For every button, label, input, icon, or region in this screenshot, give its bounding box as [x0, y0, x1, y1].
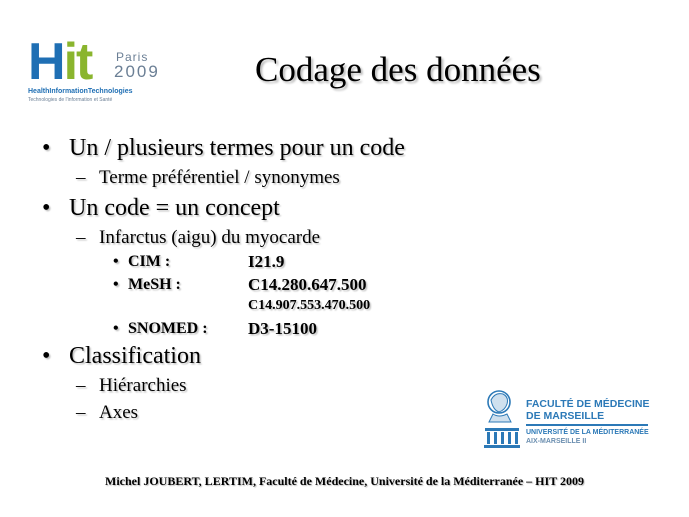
snomed-code: D3-15100: [248, 319, 317, 338]
university-name: UNIVERSITÉ DE LA MÉDITERRANÉE: [526, 429, 649, 436]
bullet-level2: – Axes: [76, 402, 139, 423]
bullet-level2: – Infarctus (aigu) du myocarde: [76, 227, 321, 248]
faculty-logo: [481, 388, 661, 454]
faculty-name-line2: DE MARSEILLE: [526, 410, 605, 422]
university-subname: AIX-MARSEILLE II: [526, 438, 587, 445]
hit-logo-tagline: HealthInformationTechnologies: [28, 88, 133, 95]
bullet-level1: • Un / plusieurs termes pour un code: [42, 135, 405, 161]
hit-logo-year: 2009: [114, 62, 160, 81]
hit-logo-city: Paris: [116, 50, 149, 64]
faculty-divider: [526, 424, 648, 426]
hit-logo-tagline-fr: Technologies de l'information et Santé: [28, 97, 113, 103]
hit-2009-logo: [28, 33, 178, 106]
bullet-level1: • Un code = un concept: [42, 195, 280, 221]
bullet-level3: • SNOMED :: [113, 320, 208, 337]
hit-logo-wordmark: Hit: [28, 33, 92, 91]
bullet-level1: • Classification: [42, 343, 201, 369]
mesh-code-2: C14.907.553.470.500: [248, 298, 371, 313]
bullet-level3: • MeSH :: [113, 276, 181, 293]
bullet-level3: • CIM :: [113, 253, 171, 270]
hippocrates-emblem-icon: [481, 388, 525, 454]
cim-code: I21.9: [248, 252, 285, 271]
bullet-level2: – Hiérarchies: [76, 375, 187, 396]
faculty-name-line1: FACULTÉ DE MÉDECINE: [526, 398, 650, 410]
slide-title: Codage des données: [255, 50, 541, 89]
bullet-level2: – Terme préférentiel / synonymes: [76, 167, 340, 188]
slide-footer: Michel JOUBERT, LERTIM, Faculté de Médecine, Université de la Méditerranée – HIT 2009: [105, 474, 584, 488]
mesh-code-1: C14.280.647.500: [248, 275, 367, 294]
